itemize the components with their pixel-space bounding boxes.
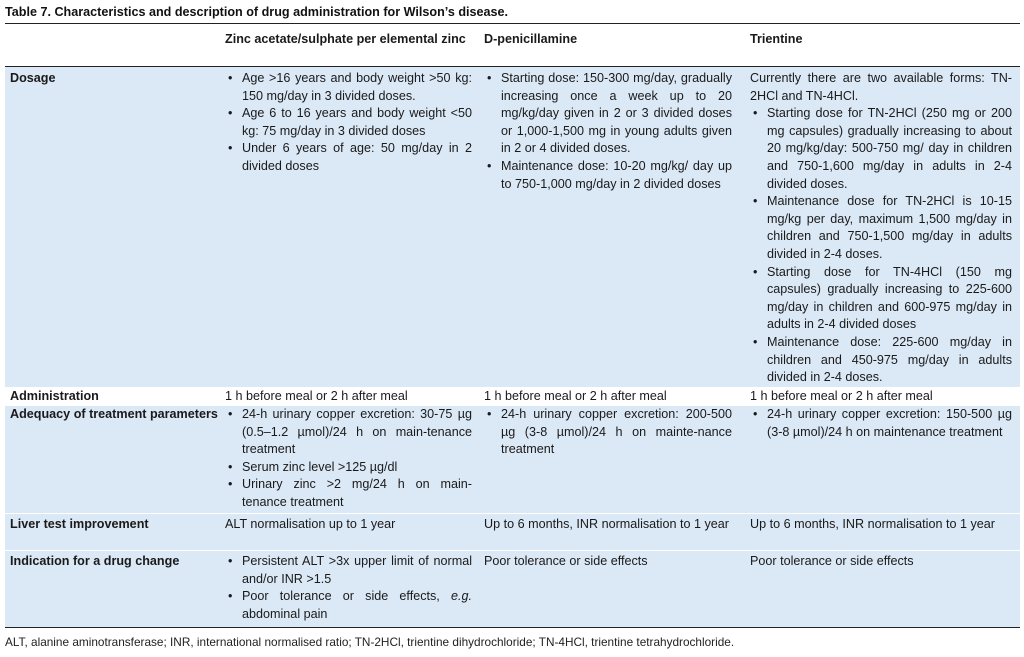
table-header-row — [5, 24, 1020, 67]
adequacy-dpen-list — [484, 406, 732, 459]
cell-adequacy-trientine — [742, 406, 1020, 513]
drug-table — [5, 23, 1020, 628]
list-item: • Starting dose for TN-4HCl (150 mg capsules) gradually increasing to 225-600 mg/day in children and 600-975 mg/day in adults in 2-4 divided doses — [750, 264, 1012, 334]
row-label-dosage: Dosage — [10, 71, 56, 85]
adequacy-zinc-list — [225, 406, 472, 512]
dosage-trientine-intro: Currently there are two available forms: TN-2HCl and TN-4HCl. — [750, 71, 1012, 103]
header-empty — [5, 24, 218, 66]
list-item: • Urinary zinc >2 mg/24 h on main-tenance treatment — [225, 476, 472, 511]
adequacy-trientine-list — [750, 406, 1012, 441]
list-item — [225, 588, 472, 623]
header-d-penicillamine: D-penicillamine — [484, 32, 578, 46]
cell-dosage-trientine — [742, 67, 1020, 387]
list-item: • 24-h urinary copper excretion: 30-75 µg (0.5–1.2 µmol)/24 h on main-tenance treatment — [225, 406, 472, 459]
list-item: • Age >16 years and body weight >50 kg: 150 mg/day in 3 divided doses. — [225, 70, 472, 105]
indication-text: abdominal pain — [242, 606, 328, 621]
dosage-dpen-list — [484, 70, 732, 193]
row-adequacy — [5, 406, 1020, 513]
cell-indication-dpen: Poor tolerance or side effects — [484, 554, 648, 568]
cell-indication-zinc — [218, 551, 478, 627]
row-label-adequacy: Adequacy of treatment parameters — [10, 407, 218, 421]
list-item: • Maintenance dose: 225-600 mg/day in children and 450-975 mg/day in adults divided in 2-4 doses. — [750, 334, 1012, 387]
row-administration — [5, 387, 1020, 406]
list-item: • Starting dose for TN-2HCl (250 mg or 200 mg capsules) gradually increasing to about 20 mg/kg/day: 500-750 mg/ day in children and 750-1,600 mg/day in adults in 2-4 divided doses. — [750, 105, 1012, 193]
list-item: • Starting dose: 150-300 mg/day, gradually increasing once a week up to 20 mg/kg/day given in 2 or 3 divided doses or 1,000-1,500 mg in young adults given in 2 or 4 divided doses. — [484, 70, 732, 158]
list-item: • Persistent ALT >3x upper limit of normal and/or INR >1.5 — [225, 553, 472, 588]
list-item: • 24-h urinary copper excretion: 150-500 µg (3-8 µmol)/24 h on maintenance treatment — [750, 406, 1012, 441]
cell-adequacy-dpen — [478, 406, 742, 513]
row-dosage — [5, 67, 1020, 387]
header-zinc: Zinc acetate/sulphate per elemental zinc — [225, 32, 466, 46]
dosage-zinc-list — [225, 70, 472, 176]
cell-admin-dpen: 1 h before meal or 2 h after meal — [484, 389, 667, 403]
row-indication — [5, 550, 1020, 627]
cell-dosage-zinc — [218, 67, 478, 387]
row-liver-test — [5, 513, 1020, 550]
row-label-administration: Administration — [10, 389, 99, 403]
row-label-liver-test: Liver test improvement — [10, 517, 149, 531]
cell-indication-trientine: Poor tolerance or side effects — [750, 554, 914, 568]
indication-zinc-list — [225, 553, 472, 623]
cell-liver-dpen: Up to 6 months, INR normalisation to 1 year — [484, 517, 729, 531]
header-trientine: Trientine — [750, 32, 803, 46]
list-item: • 24-h urinary copper excretion: 200-500 µg (3-8 µmol)/24 h on mainte-nance treatment — [484, 406, 732, 459]
list-item: • Maintenance dose for TN-2HCl is 10-15 mg/kg per day, maximum 1,500 mg/day in children and 750-1,500 mg/day in adults divided in 2-4 doses. — [750, 193, 1012, 263]
table-footnote: ALT, alanine aminotransferase; INR, international normalised ratio; TN-2HCl, trientine dihydrochloride; TN-4HCl, trientine tetrahydrochloride. — [5, 635, 735, 649]
cell-liver-trientine: Up to 6 months, INR normalisation to 1 year — [750, 517, 995, 531]
cell-liver-zinc: ALT normalisation up to 1 year — [225, 517, 396, 531]
list-item: • Under 6 years of age: 50 mg/day in 2 divided doses — [225, 140, 472, 175]
list-item: • Serum zinc level >125 µg/dl — [225, 459, 472, 477]
cell-dosage-dpen — [478, 67, 742, 387]
row-label-indication: Indication for a drug change — [10, 554, 180, 568]
cell-admin-zinc: 1 h before meal or 2 h after meal — [225, 389, 408, 403]
cell-admin-trientine: 1 h before meal or 2 h after meal — [750, 389, 933, 403]
indication-example-abbrev: e.g. — [450, 589, 472, 604]
dosage-trientine-list — [750, 105, 1012, 387]
indication-text: Poor tolerance or side effects, — [242, 589, 451, 604]
list-item: • Age 6 to 16 years and body weight <50 kg: 75 mg/day in 3 divided doses — [225, 105, 472, 140]
cell-adequacy-zinc — [218, 406, 478, 513]
list-item: • Maintenance dose: 10-20 mg/kg/ day up to 750-1,000 mg/day in 2 divided doses — [484, 158, 732, 193]
table-caption: Table 7. Characteristics and description of drug administration for Wilson’s disease. — [5, 5, 509, 19]
